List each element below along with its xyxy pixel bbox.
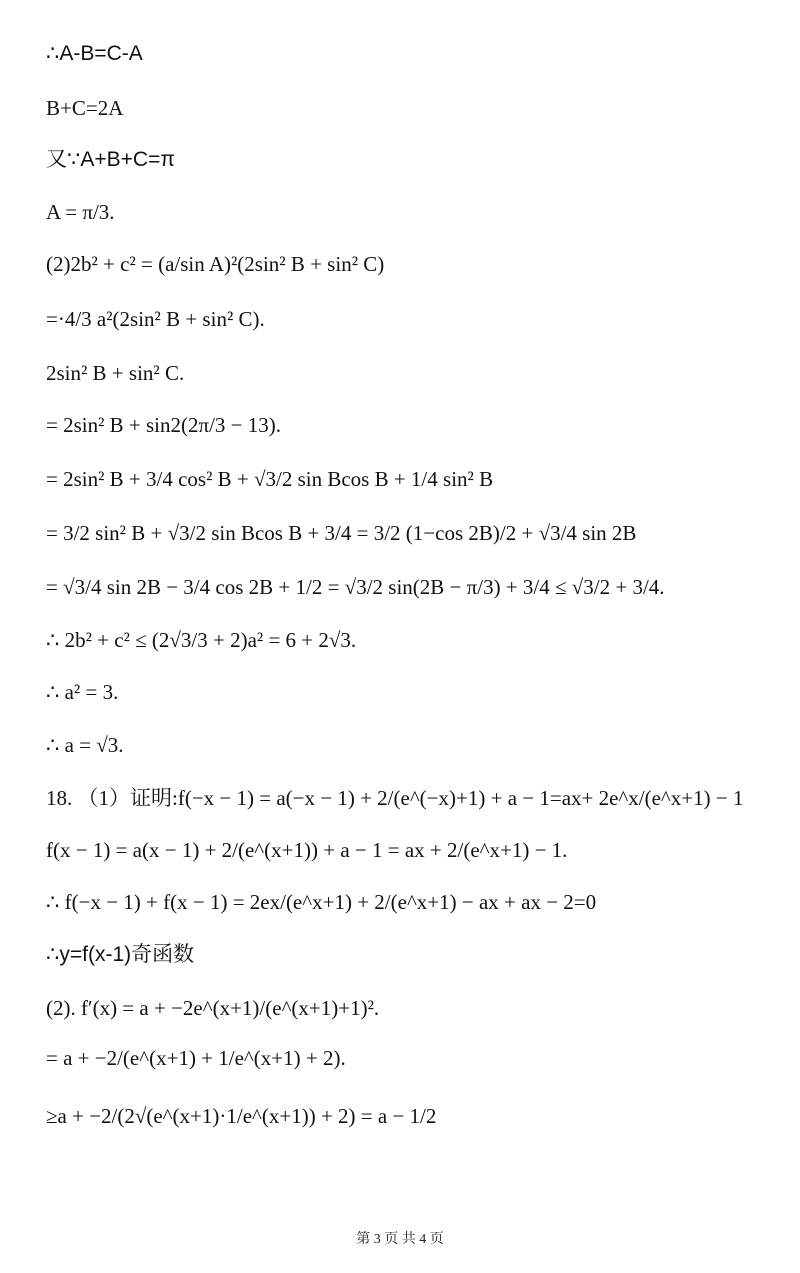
line-20: = a + −2/(e^(x+1) + 1/e^(x+1) + 2). <box>46 1046 346 1070</box>
line-18: ∴y=f(x-1)奇函数 <box>46 943 195 966</box>
line-14: ∴ a = √3. <box>46 733 124 757</box>
line-13: ∴ a² = 3. <box>46 680 119 704</box>
line-15: 18. （1）证明:f(−x − 1) = a(−x − 1) + 2/(e^(−x)+1) + a − 1=ax+ 2e^x/(e^x+1) − 1 <box>46 786 744 810</box>
line-9: = 2sin² B + 3/4 cos² B + √3/2 sin Bcos B + 1/4 sin² B <box>46 467 494 491</box>
line-12: ∴ 2b² + c² ≤ (2√3/3 + 2)a² = 6 + 2√3. <box>46 628 357 652</box>
line-7: 2sin² B + sin² C. <box>46 361 185 385</box>
line-3: 又∵A+B+C=π <box>46 148 175 171</box>
line-17: ∴ f(−x − 1) + f(x − 1) = 2ex/(e^x+1) + 2/(e^x+1) − ax + ax − 2=0 <box>46 890 597 914</box>
page-footer: 第 3 页 共 4 页 <box>356 1232 444 1247</box>
line-11: = √3/4 sin 2B − 3/4 cos 2B + 1/2 = √3/2 sin(2B − π/3) + 3/4 ≤ √3/2 + 3/4. <box>46 575 665 599</box>
line-1: ∴A-B=C-A <box>46 42 143 65</box>
line-5: (2)2b² + c² = (a/sin A)²(2sin² B + sin² C) <box>46 252 385 276</box>
line-16: f(x − 1) = a(x − 1) + 2/(e^(x+1)) + a − 1 = ax + 2/(e^x+1) − 1. <box>46 838 568 862</box>
line-2: B+C=2A <box>46 96 124 120</box>
line-4: A = π/3. <box>46 200 115 224</box>
line-10: = 3/2 sin² B + √3/2 sin Bcos B + 3/4 = 3/2 (1−cos 2B)/2 + √3/4 sin 2B <box>46 521 637 545</box>
line-19: (2). f′(x) = a + −2e^(x+1)/(e^(x+1)+1)². <box>46 996 380 1020</box>
line-21: ≥a + −2/(2√(e^(x+1)·1/e^(x+1)) + 2) = a − 1/2 <box>46 1104 437 1128</box>
line-6: =·4/3 a²(2sin² B + sin² C). <box>46 307 265 331</box>
line-8: = 2sin² B + sin2(2π/3 − 13). <box>46 413 282 437</box>
